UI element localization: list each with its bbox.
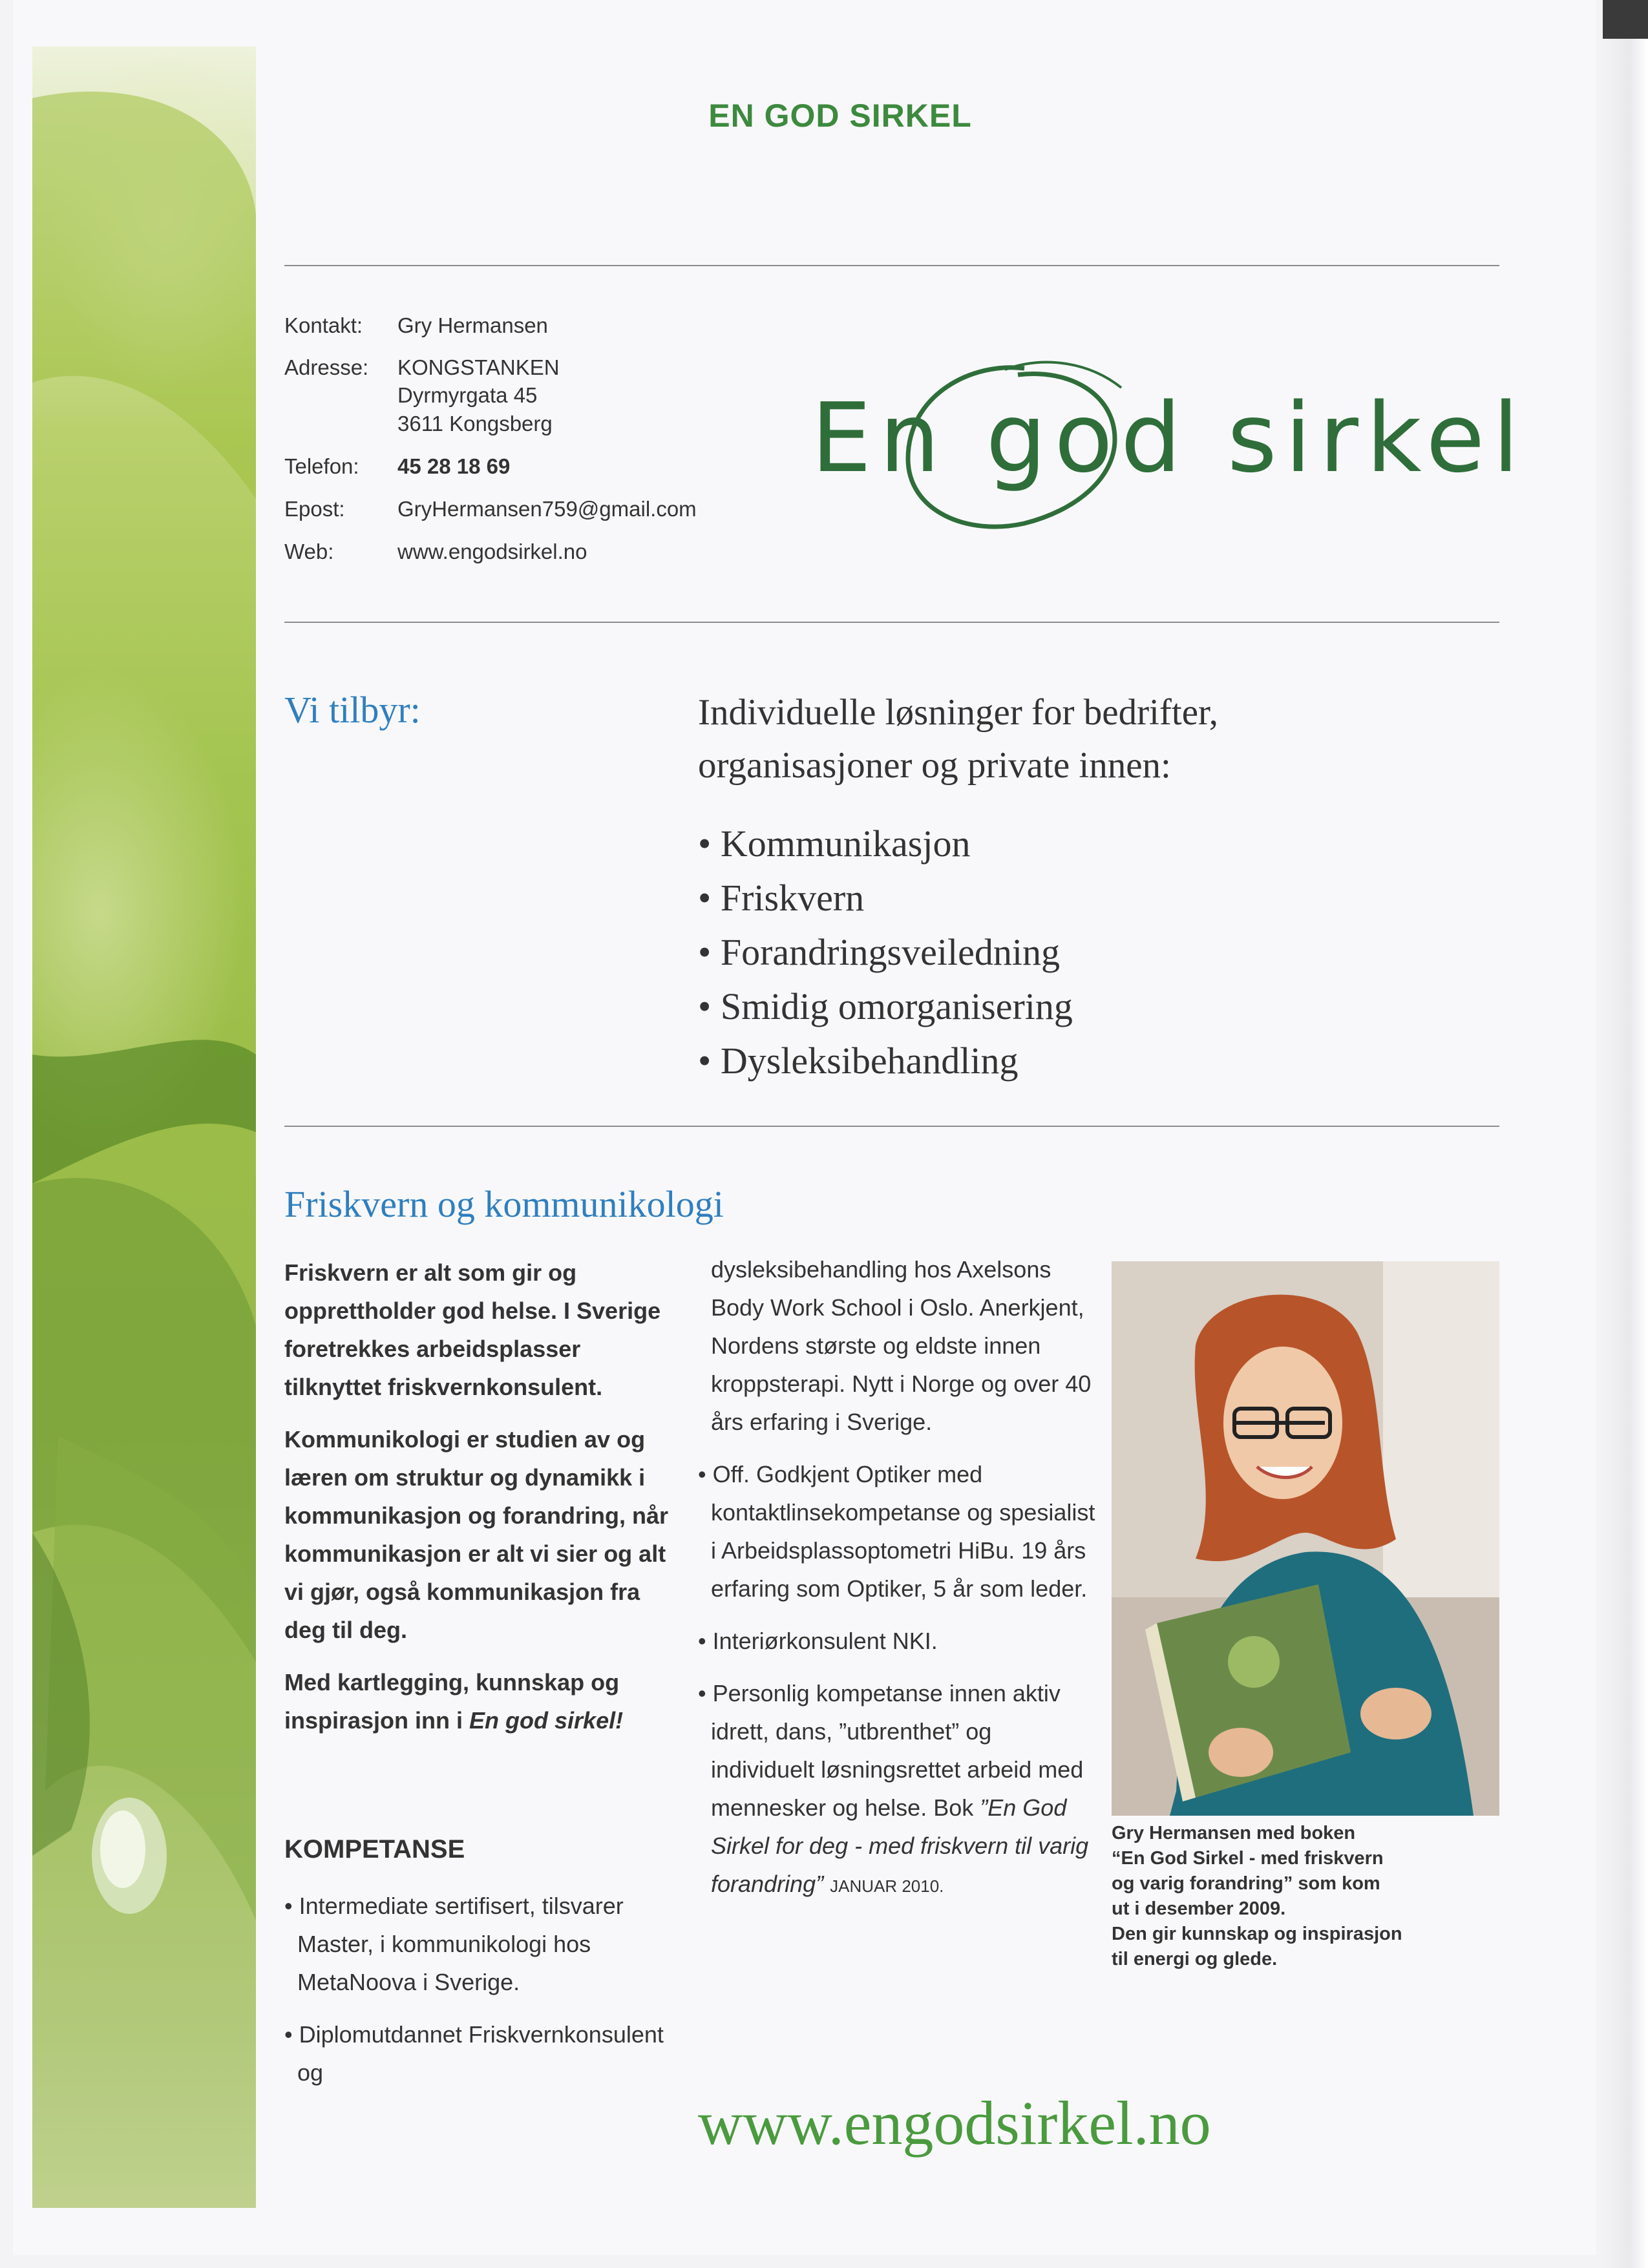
address-line-3: 3611 Kongsberg [397,412,553,436]
email-link[interactable]: GryHermansen759@gmail.com [397,497,697,521]
offer-intro [698,686,1474,792]
personal-competence-text: Personlig kompetanse innen aktiv idrett, dans, ”utbrenthet” og individuelt løsningsrettet arbeid med mennesker og helse. [711,1680,1084,1821]
email-label: Epost: [284,497,345,521]
kompetanse-item [698,1674,1099,1906]
phone-value: 45 28 18 69 [397,454,511,478]
offer-intro-line: Individuelle løsninger for bedrifter, [698,692,1218,733]
kompetanse-heading: KOMPETANSE [284,1835,465,1864]
website-url[interactable]: www.engodsirkel.no [698,2088,1211,2158]
photo-caption [1112,1821,1499,1972]
web-label: Web: [284,540,334,563]
book-title: ”En God Sirkel for deg - med friskvern til varig forandring” [711,1794,1089,1897]
offer-heading: Vi tilbyr: [284,689,421,731]
address-label: Adresse: [284,355,369,379]
closing-emphasis: En god sirkel! [469,1707,624,1734]
kompetanse-item: • Interiørkonsulent NKI. [698,1622,1099,1660]
intro-column [284,1254,672,1754]
offer-list [698,817,1073,1088]
page-title: EN GOD SIRKEL [708,98,972,134]
closing-text: Med kartlegging, kunnskap og inspirasjon inn i [284,1669,620,1734]
divider [284,622,1499,623]
caption-line: og varig forandring” som kom [1112,1873,1380,1894]
kompetanse-list-continued [698,1250,1099,1920]
kompetanse-item: • Off. Godkjent Optiker med kontaktlinsekompetanse og spesialist i Arbeidsplassoptometri HiBu. 19 års erfaring som Optiker, 5 år som leder. [698,1455,1099,1608]
offer-item: • Smidig omorganisering [698,980,1073,1034]
caption-line: til energi og glede. [1112,1949,1278,1969]
address-line-2: Dyrmyrgata 45 [397,383,538,407]
divider [284,1126,1499,1127]
closing-paragraph [284,1663,672,1739]
divider [284,265,1499,266]
kompetanse-item: • Diplomutdannet Friskvernkonsulent og [284,2015,685,2092]
caption-line: “En God Sirkel - med friskvern [1112,1848,1384,1869]
book-prefix: Bok [933,1794,980,1821]
section-title: Friskvern og kommunikologi [284,1183,724,1225]
leaf-decoration-image [32,47,256,2208]
offer-item: • Kommunikasjon [698,817,1073,871]
offer-item: • Friskvern [698,871,1073,925]
phone-label: Telefon: [284,454,359,478]
kompetanse-item: • Intermediate sertifisert, tilsvarer Master, i kommunikologi hos MetaNoova i Sverige. [284,1887,685,2001]
offer-intro-line: organisasjoner og private innen: [698,745,1171,786]
caption-line: Gry Hermansen med boken [1112,1823,1356,1843]
contact-name: Gry Hermansen [397,313,548,337]
offer-item: • Forandringsveiledning [698,925,1073,980]
caption-line: ut i desember 2009. [1112,1898,1286,1919]
author-photo [1112,1261,1499,1816]
logo-text: En god sirkel [811,383,1527,494]
scan-edge [1603,0,1648,2268]
caption-line: Den gir kunnskap og inspirasjon [1112,1924,1402,1944]
book-date: JANUAR 2010. [830,1876,944,1896]
kompetanse-list [284,1887,685,2106]
offer-item: • Dysleksibehandling [698,1034,1073,1088]
kompetanse-item-continued: dysleksibehandling hos Axelsons Body Work School i Oslo. Anerkjent, Nordens største og eldste innen kroppsterapi. Nytt i Norge og over 40 års erfaring i Sverige. [711,1256,1092,1435]
scan-corner [1603,0,1648,39]
web-link[interactable]: www.engodsirkel.no [397,540,587,563]
en-god-sirkel-logo [811,349,1527,543]
contact-label: Kontakt: [284,313,363,337]
address-line-1: KONGSTANKEN [397,355,560,379]
kommunikologi-paragraph: Kommunikologi er studien av og læren om struktur og dynamikk i kommunikasjon og forandring, når kommunikasjon er alt vi sier og alt vi gjør, også kommunikasjon fra deg til deg. [284,1426,669,1643]
friskvern-paragraph: Friskvern er alt som gir og opprettholder god helse. I Sverige foretrekkes arbeidsplasser tilknyttet friskvernkonsulent. [284,1259,661,1400]
